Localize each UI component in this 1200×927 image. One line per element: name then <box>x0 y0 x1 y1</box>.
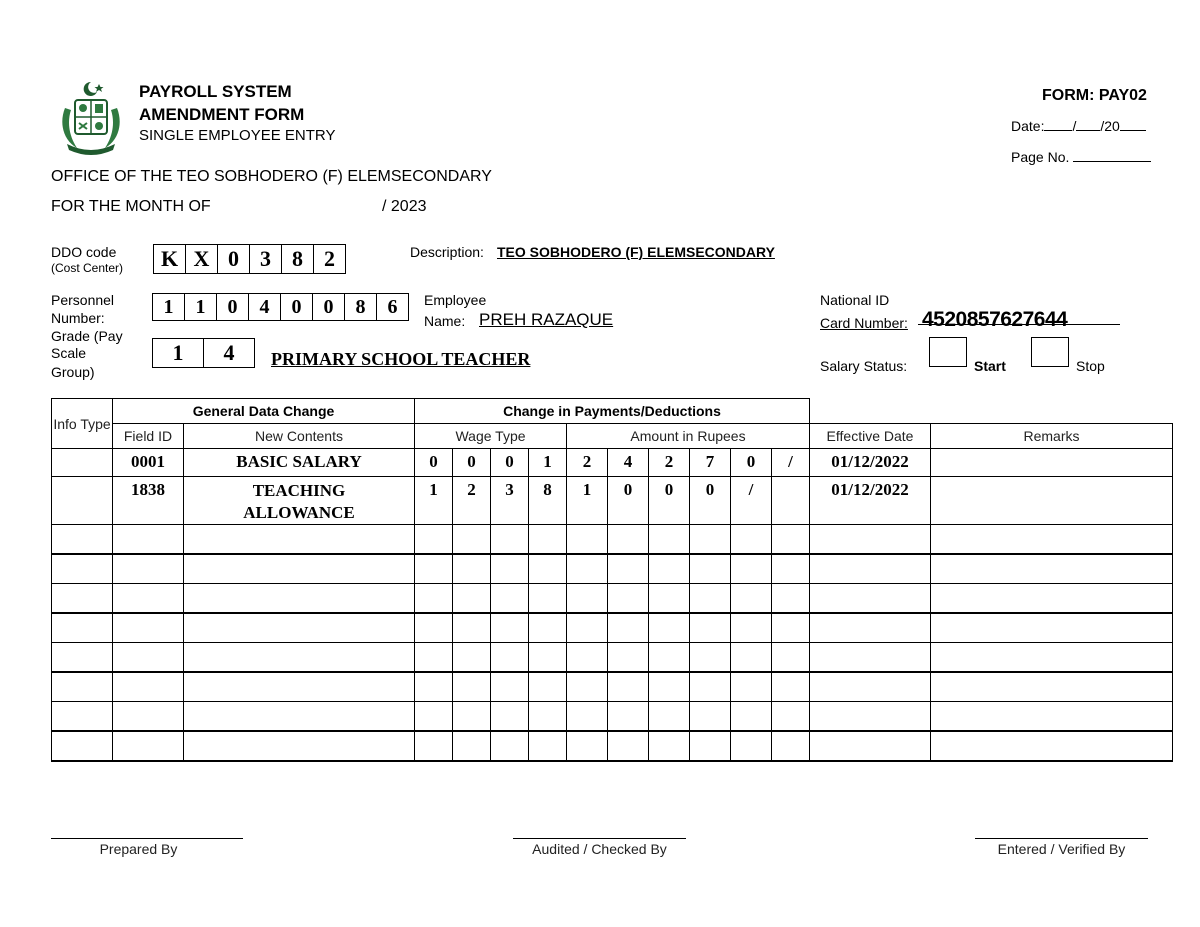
wage-digit[interactable]: 3 <box>491 477 529 525</box>
empty-row[interactable] <box>52 731 1173 761</box>
empty-row[interactable] <box>52 554 1173 584</box>
prepared-by-label: Prepared By <box>99 841 178 857</box>
grade-label: Grade (Pay <box>51 328 123 344</box>
grade-label-3: Group) <box>51 364 95 380</box>
empty-row[interactable] <box>52 525 1173 555</box>
personnel-digit: 1 <box>153 294 185 320</box>
amount-digit[interactable]: 0 <box>731 449 772 477</box>
amount-digit[interactable]: 1 <box>567 477 608 525</box>
info-type-cell[interactable] <box>52 449 113 477</box>
month-year: / 2023 <box>382 198 427 215</box>
amount-digit[interactable]: 7 <box>690 449 731 477</box>
date-label: Date: <box>1011 118 1045 134</box>
date-field[interactable]: Date: / /20 <box>1011 118 1146 134</box>
month-label: FOR THE MONTH OF <box>51 198 211 215</box>
description-value: TEO SOBHODERO (F) ELEMSECONDARY <box>497 244 775 260</box>
card-number-label: Card Number: <box>820 315 908 331</box>
wage-digit[interactable]: 0 <box>491 449 529 477</box>
amendment-table <box>51 398 1173 762</box>
government-emblem <box>55 78 127 156</box>
field-id-cell[interactable]: 1838 <box>113 477 184 525</box>
contents-cell[interactable]: BASIC SALARY <box>184 449 415 477</box>
amount-digit[interactable]: 4 <box>608 449 649 477</box>
personnel-digit: 0 <box>217 294 249 320</box>
personnel-label-2: Number: <box>51 310 105 326</box>
personnel-digit: 1 <box>185 294 217 320</box>
personnel-digit: 8 <box>345 294 377 320</box>
amount-digit[interactable]: 0 <box>649 477 690 525</box>
field-id-cell[interactable]: 0001 <box>113 449 184 477</box>
empty-row[interactable] <box>52 584 1173 614</box>
audited-line[interactable] <box>513 838 686 839</box>
ddo-char: 0 <box>218 245 250 273</box>
employee-label: Employee <box>424 292 487 308</box>
amount-digit[interactable] <box>772 477 810 525</box>
page-no-label: Page No. <box>1011 149 1070 165</box>
effective-date-cell[interactable]: 01/12/2022 <box>810 477 931 525</box>
remarks-cell[interactable] <box>931 449 1173 477</box>
page-no-field[interactable] <box>1011 149 1151 165</box>
amount-digit[interactable]: / <box>772 449 810 477</box>
amount-digit[interactable]: 0 <box>690 477 731 525</box>
stop-label: Stop <box>1076 358 1105 374</box>
amount-digit[interactable]: 0 <box>608 477 649 525</box>
prepared-by-line[interactable] <box>51 838 243 839</box>
remarks-header: Remarks <box>931 424 1173 449</box>
stop-checkbox[interactable] <box>1031 337 1069 367</box>
grade-label-2: Scale <box>51 345 87 361</box>
description-label: Description: <box>410 244 484 260</box>
contents-cell[interactable]: TEACHING ALLOWANCE <box>184 477 415 525</box>
start-checkbox[interactable] <box>929 337 967 367</box>
ddo-code-boxes[interactable] <box>153 244 346 274</box>
new-contents-header: New Contents <box>184 424 415 449</box>
amount-digit[interactable]: 2 <box>649 449 690 477</box>
ddo-char: X <box>186 245 218 273</box>
ddo-char: 2 <box>324 246 335 271</box>
effective-date-cell[interactable]: 01/12/2022 <box>810 449 931 477</box>
national-id-label: National ID <box>820 292 890 308</box>
form-title-line1: PAYROLL SYSTEM <box>139 82 292 101</box>
info-type-header: Info Type <box>52 399 113 449</box>
empty-row[interactable] <box>52 672 1173 702</box>
personnel-label: Personnel <box>51 292 115 308</box>
personnel-digit: 4 <box>249 294 281 320</box>
wage-digit[interactable]: 1 <box>529 449 567 477</box>
empty-row[interactable] <box>52 643 1173 673</box>
designation: PRIMARY SCHOOL TEACHER <box>271 349 531 369</box>
national-id-underline <box>918 324 1120 325</box>
form-code: FORM: PAY02 <box>1042 87 1147 104</box>
grade-digit: 1 <box>153 339 204 367</box>
employee-name: PREH RAZAQUE <box>479 310 614 329</box>
info-type-cell[interactable] <box>52 477 113 525</box>
employee-name-label: Name: <box>424 313 466 329</box>
wage-digit[interactable]: 2 <box>453 477 491 525</box>
field-id-header: Field ID <box>113 424 184 449</box>
table-row <box>52 449 1173 477</box>
entered-line[interactable] <box>975 838 1148 839</box>
ddo-code-label: DDO code <box>51 244 117 260</box>
amount-header: Amount in Rupees <box>567 424 810 449</box>
entered-label: Entered / Verified By <box>997 841 1126 857</box>
general-data-header: General Data Change <box>113 399 415 424</box>
remarks-cell[interactable] <box>931 477 1173 525</box>
cost-center-label: (Cost Center) <box>51 261 124 275</box>
wage-digit[interactable]: 8 <box>529 477 567 525</box>
grade-digit: 4 <box>223 340 235 365</box>
ddo-char: 3 <box>250 245 282 273</box>
ddo-char: 8 <box>282 245 314 273</box>
wage-digit[interactable]: 0 <box>453 449 491 477</box>
ddo-char: K <box>154 245 186 273</box>
payments-header: Change in Payments/Deductions <box>415 399 810 424</box>
empty-row[interactable] <box>52 702 1173 732</box>
national-id-value: 4520857627644 <box>922 308 1068 331</box>
table-row <box>52 477 1173 525</box>
wage-digit[interactable]: 1 <box>415 477 453 525</box>
audited-label: Audited / Checked By <box>532 841 667 857</box>
personnel-digit: 0 <box>281 294 313 320</box>
amount-digit[interactable]: 2 <box>567 449 608 477</box>
personnel-digit: 0 <box>313 294 345 320</box>
form-title-line2: AMENDMENT FORM <box>139 105 305 124</box>
grade-boxes[interactable] <box>152 338 255 368</box>
amount-digit[interactable]: / <box>731 477 772 525</box>
effective-date-header: Effective Date <box>810 424 931 449</box>
office-line: OFFICE OF THE TEO SOBHODERO (F) ELEMSECONDARY <box>51 168 492 185</box>
start-label: Start <box>974 358 1006 374</box>
empty-row[interactable] <box>52 613 1173 643</box>
salary-status-label: Salary Status: <box>820 358 908 374</box>
wage-type-header: Wage Type <box>415 424 567 449</box>
wage-digit[interactable]: 0 <box>415 449 453 477</box>
form-subtitle: SINGLE EMPLOYEE ENTRY <box>139 127 336 144</box>
personnel-digit: 6 <box>387 296 398 318</box>
personnel-number-boxes[interactable] <box>152 293 409 321</box>
